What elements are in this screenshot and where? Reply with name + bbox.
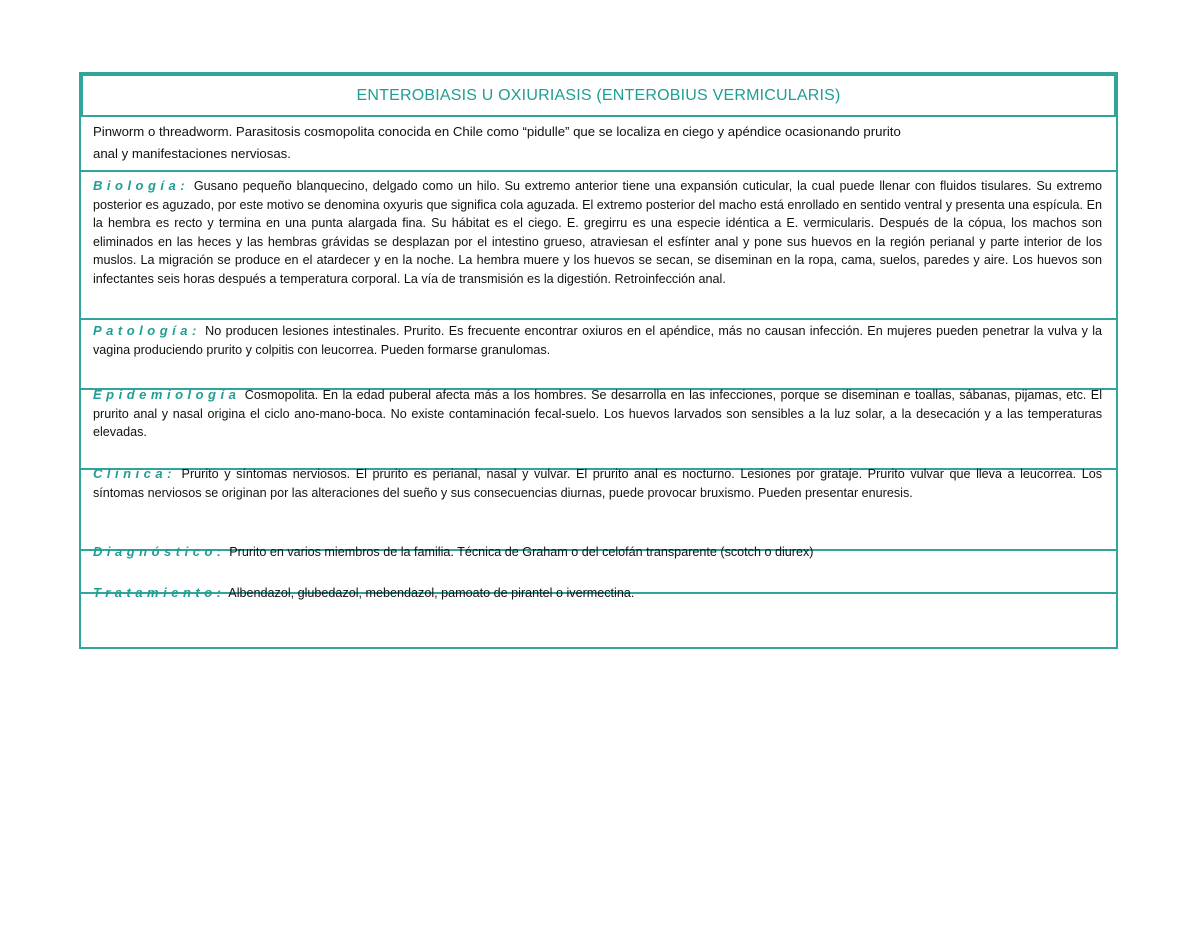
section-heading: Biología:	[93, 178, 190, 193]
section-heading: Epidemiología	[93, 387, 241, 402]
section-text: Cosmopolita. En la edad puberal afecta más a los hombres. Se desarrolla en las infecciones, porque se diseminan e toallas, sábanas, pijamas, etc. El prurito anal y nasal origina el ciclo ano-mano-boca. No existe contaminación fecal-suelo. Los huevos larvados son sensibles a la luz solar, a la desecación y a las temperaturas elevadas.	[93, 388, 1102, 440]
divider	[81, 318, 1116, 320]
document-title: ENTEROBIASIS U OXIURIASIS (ENTEROBIUS VERMICULARIS)	[356, 86, 841, 104]
section-clinica	[93, 465, 1102, 502]
intro-line: anal y manifestaciones nerviosas.	[93, 146, 291, 161]
section-biologia	[93, 177, 1102, 289]
section-text: No producen lesiones intestinales. Prurito. Es frecuente encontrar oxiuros en el apéndice, más no causan infección. En mujeres pueden penetrar la vulva y la vagina produciendo prurito y colpitis con leucorrea. Pueden formarse granulomas.	[93, 324, 1102, 357]
intro-paragraph	[93, 121, 1102, 165]
section-patologia	[93, 322, 1102, 359]
section-text: Prurito en varios miembros de la familia. Técnica de Graham o del celofán transparente (scotch o diurex)	[225, 545, 814, 559]
section-heading: Tratamiento:	[93, 585, 226, 600]
intro-line: Pinworm o threadworm. Parasitosis cosmopolita conocida en Chile como “pidulle” que se localiza en ciego y apéndice ocasionando prurito	[93, 124, 901, 139]
section-heading: Clínica:	[93, 466, 176, 481]
section-diagnostico	[93, 543, 1102, 562]
section-text: Prurito y síntomas nerviosos. El prurito es perianal, nasal y vulvar. El prurito anal es nocturno. Lesiones por grataje. Prurito vulvar que lleva a leucorrea. Los síntomas nerviosos se originan por las alteraciones del sueño y sus consecuencias diurnas, puede provocar bruxismo. Pueden presentar enuresis.	[93, 467, 1102, 500]
title-cell	[81, 74, 1116, 117]
section-heading: Patología:	[93, 323, 201, 338]
section-tratamiento	[93, 584, 1102, 603]
section-text: Albendazol, glubedazol, mebendazol, pamoato de pirantel o ivermectina.	[225, 586, 635, 600]
section-epidemiologia	[93, 386, 1102, 442]
section-text: Gusano pequeño blanquecino, delgado como un hilo. Su extremo anterior tiene una expansión cuticular, la cual puede llenar con fluidos tisulares. Su extremo posterior es aguzado, por este motivo se denomina oxyuris que significa cola aguzada. El extremo posterior del macho está enrollado en sentido ventral y presenta una espícula. En la hembra es recto y termina en una punta alargada fina. Su hábitat es el ciego. E. gregirru es una especie idéntica a E. vermicularis. Después de la cópua, los machos son eliminados en las heces y las hembras grávidas se desplazan por el intestino grueso, atraviesan el esfínter anal y pone sus huevos en la región perianal y parte interior de los muslos. La migración se produce en el atardecer y en la noche. La hembra muere y los huevos se secan, se diseminan en la ropa, cama, suelos, paredes y aire. Los huevos son infectantes seis horas después a temperatura corporal. La vía de transmisión es la digestión. Retroinfección anal.	[93, 179, 1102, 286]
divider	[81, 170, 1116, 172]
document-table	[79, 72, 1118, 649]
section-heading: Diagnóstico:	[93, 544, 226, 559]
